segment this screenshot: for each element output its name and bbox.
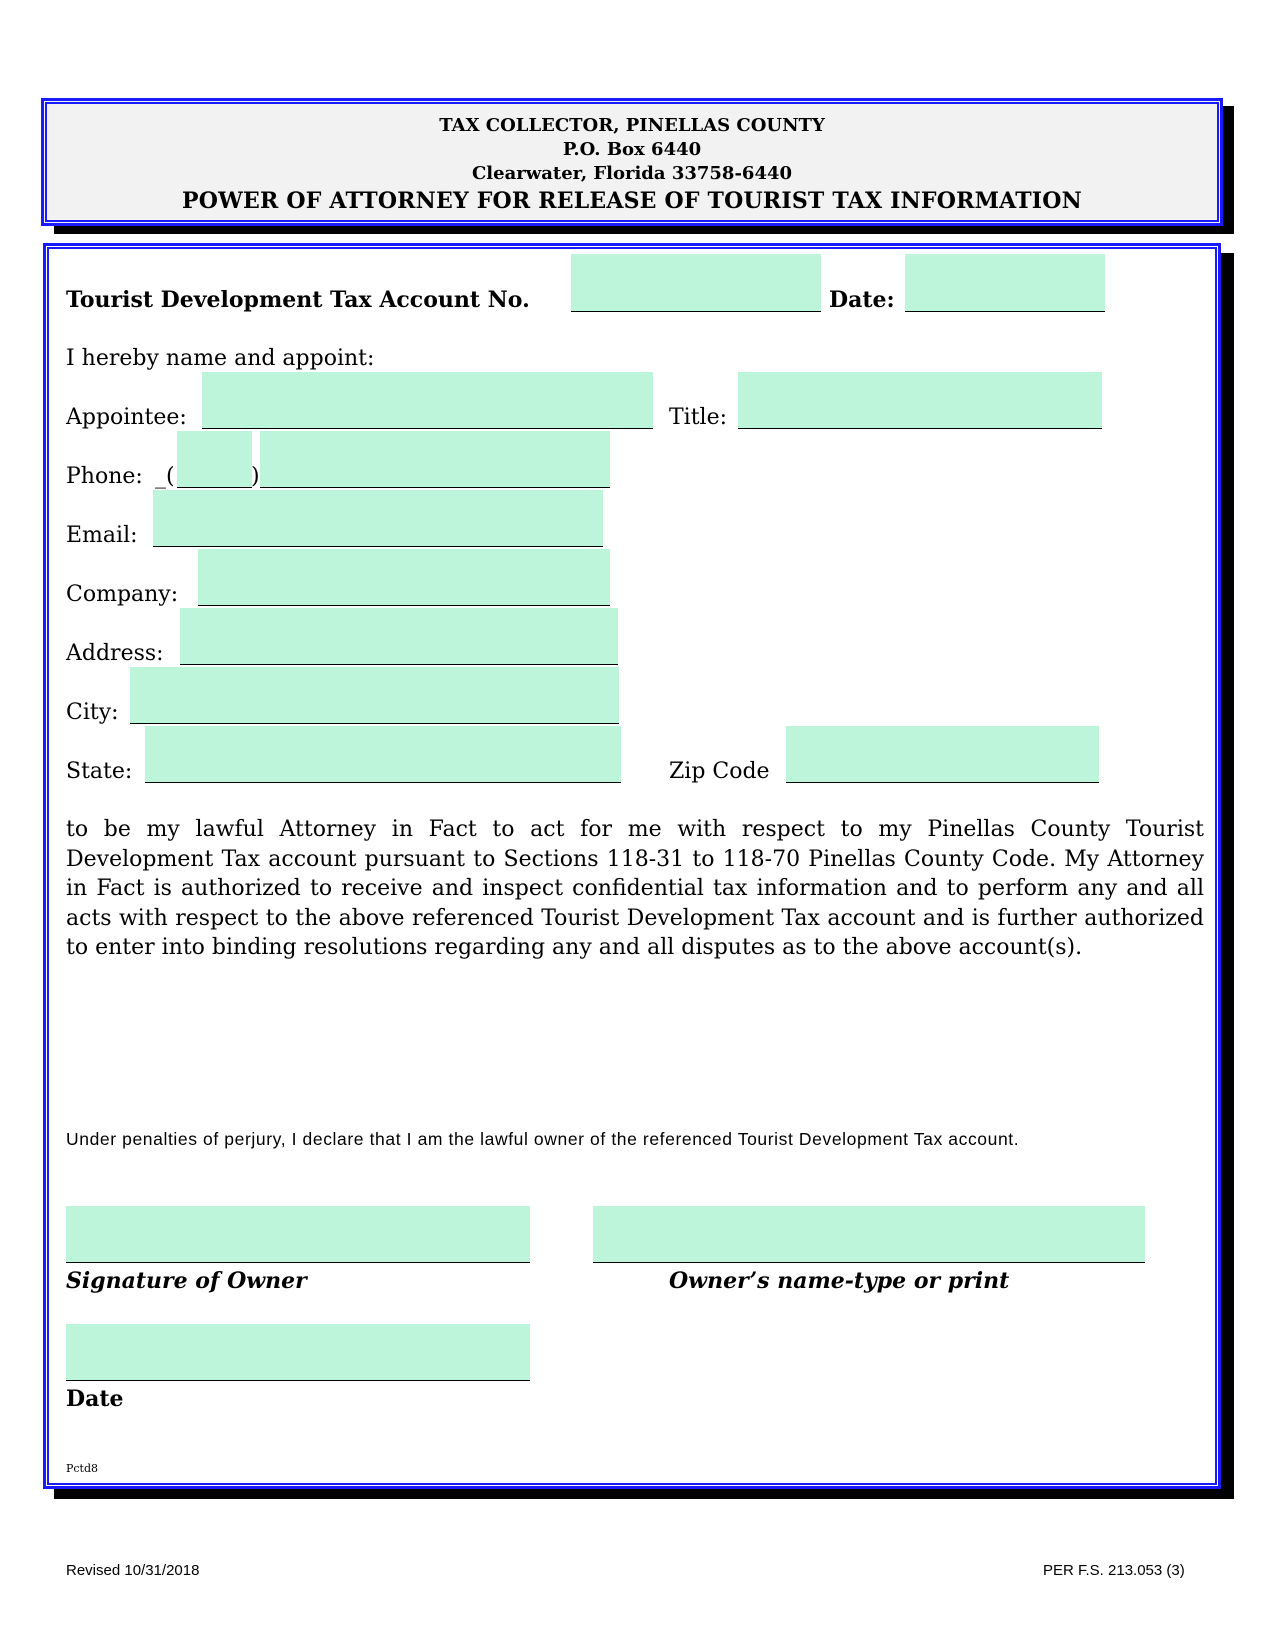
appointee-field[interactable]: [202, 372, 653, 429]
city-label: City:: [66, 700, 119, 725]
email-field[interactable]: [153, 490, 603, 547]
company-label: Company:: [66, 582, 179, 607]
header-box: [42, 99, 1222, 225]
account-number-label: Tourist Development Tax Account No.: [66, 287, 530, 313]
form-title: POWER OF ATTORNEY FOR RELEASE OF TOURIST TAX INFORMATION: [182, 188, 1082, 214]
appoint-text: I hereby name and appoint:: [66, 346, 375, 371]
zip-code-label: Zip Code: [669, 759, 770, 784]
signature-date-field[interactable]: [66, 1324, 530, 1381]
owner-name-label: Owner’s name-type or print: [669, 1268, 1010, 1294]
authorization-paragraph: to be my lawful Attorney in Fact to act for me with respect to my Pinellas County Tourist Development Tax account pursuant to Sections 118-31 to 118-70 Pinellas County Code. My Attorney in Fact is authorized to receive and inspect confidential tax information and to perform any and all acts with respect to the above referenced Tourist Development Tax account and is further authorized to enter into binding resolutions regarding any and all disputes as to the above account(s).: [66, 817, 1204, 960]
header-city: Clearwater, Florida 33758-6440: [471, 163, 793, 184]
header-agency: TAX COLLECTOR, PINELLAS COUNTY: [439, 115, 825, 136]
phone-label: Phone:: [66, 464, 143, 489]
owner-name-field[interactable]: [593, 1206, 1145, 1263]
header-po-box: P.O. Box 6440: [562, 139, 702, 160]
owner-signature-field[interactable]: [66, 1206, 530, 1263]
signature-date-label: Date: [66, 1386, 124, 1412]
phone-area-code-field[interactable]: [177, 431, 252, 488]
account-number-field[interactable]: [571, 254, 821, 312]
phone-open-paren: _(: [155, 464, 175, 489]
owner-signature-label: Signature of Owner: [66, 1268, 307, 1294]
date-label: Date:: [829, 287, 895, 313]
zip-code-field[interactable]: [786, 726, 1099, 783]
perjury-declaration: Under penalties of perjury, I declare that I am the lawful owner of the referenced Tourist Development Tax account.: [66, 1129, 1020, 1149]
state-field[interactable]: [145, 726, 621, 783]
appointee-label: Appointee:: [66, 405, 187, 430]
address-label: Address:: [66, 641, 164, 666]
revised-date: Revised 10/31/2018: [66, 1562, 200, 1579]
title-field[interactable]: [738, 372, 1102, 429]
email-label: Email:: [66, 523, 138, 548]
form-code: Pctd8: [66, 1462, 99, 1475]
company-field[interactable]: [198, 549, 610, 606]
phone-close-paren: ): [251, 464, 260, 489]
statute-reference: PER F.S. 213.053 (3): [1043, 1562, 1185, 1579]
address-field[interactable]: [180, 608, 618, 665]
state-label: State:: [66, 759, 133, 784]
city-field[interactable]: [130, 667, 619, 724]
date-field[interactable]: [905, 254, 1105, 312]
phone-number-field[interactable]: [260, 431, 610, 488]
title-label: Title:: [669, 405, 728, 430]
